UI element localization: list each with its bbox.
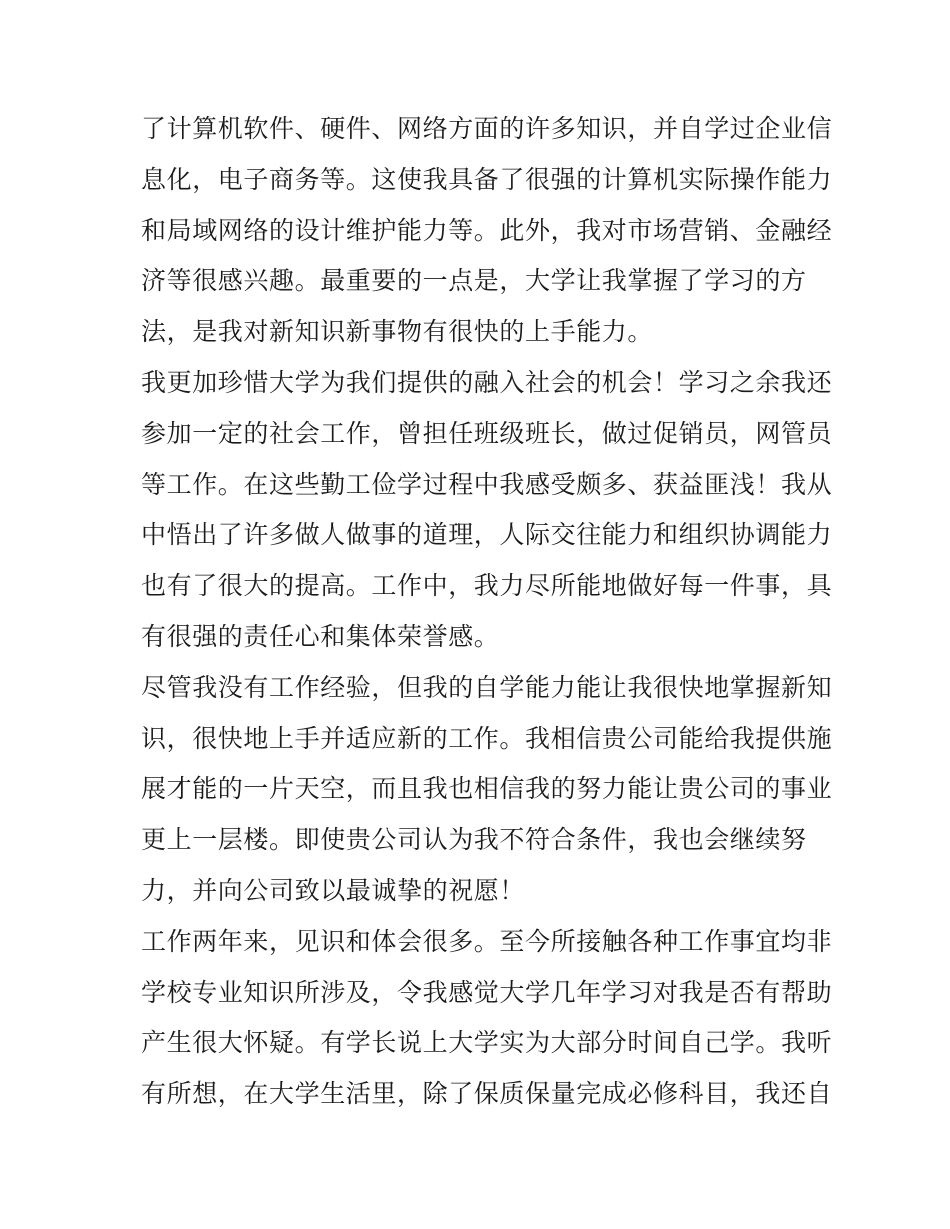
text-line-4: 济等很感兴趣。最重要的一点是，大学让我掌握了学习的方 [141, 266, 807, 296]
text-line-14: 展才能的一片天空，而且我也相信我的努力能让贵公司的事业 [141, 774, 833, 804]
text-line-17: 工作两年来，见识和体会很多。至今所接触各种工作事宜均非 [141, 926, 833, 956]
text-line-13: 识，很快地上手并适应新的工作。我相信贵公司能给我提供施 [141, 723, 833, 753]
text-line-9: 中悟出了许多做人做事的道理，人际交往能力和组织协调能力 [141, 520, 833, 550]
text-line-2: 息化，电子商务等。这使我具备了很强的计算机实际操作能力 [141, 164, 833, 194]
text-line-7: 参加一定的社会工作，曾担任班级班长，做过促销员，网管员 [141, 418, 833, 448]
text-line-20: 有所想，在大学生活里，除了保质保量完成必修科目，我还自 [141, 1079, 833, 1109]
text-line-6: 我更加珍惜大学为我们提供的融入社会的机会！学习之余我还 [141, 367, 833, 397]
text-line-12: 尽管我没有工作经验，但我的自学能力能让我很快地掌握新知 [141, 672, 833, 702]
text-line-16: 力，并向公司致以最诚挚的祝愿！ [141, 875, 526, 905]
document-text-body [141, 104, 833, 1120]
text-line-10: 也有了很大的提高。工作中，我力尽所能地做好每一件事，具 [141, 571, 833, 601]
text-line-15: 更上一层楼。即使贵公司认为我不符合条件，我也会继续努 [141, 825, 807, 855]
text-line-1: 了计算机软件、硬件、网络方面的许多知识，并自学过企业信 [141, 114, 833, 143]
text-line-5: 法，是我对新知识新事物有很快的上手能力。 [141, 317, 654, 347]
text-line-11: 有很强的责任心和集体荣誉感。 [141, 621, 500, 651]
text-line-19: 产生很大怀疑。有学长说上大学实为大部分时间自己学。我听 [141, 1028, 833, 1058]
text-line-8: 等工作。在这些勤工俭学过程中我感受颇多、获益匪浅！我从 [141, 469, 833, 499]
text-line-18: 学校专业知识所涉及，令我感觉大学几年学习对我是否有帮助 [141, 977, 833, 1007]
text-line-3: 和局域网络的设计维护能力等。此外，我对市场营销、金融经 [141, 215, 833, 245]
